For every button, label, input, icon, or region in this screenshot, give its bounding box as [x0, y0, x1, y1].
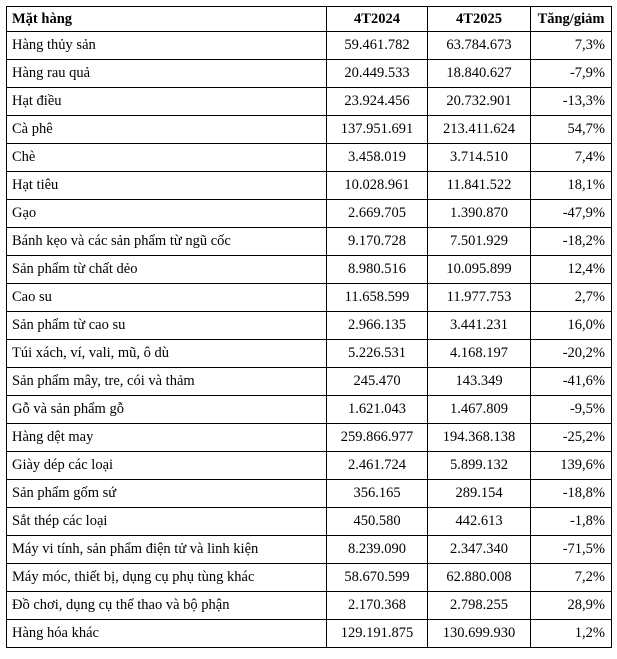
- table-row: [7, 228, 612, 256]
- table-row: [7, 536, 612, 564]
- cell-4t2025: 2.798.255: [428, 592, 531, 620]
- cell-change: -18,2%: [531, 228, 612, 256]
- cell-item: Cao su: [7, 284, 327, 312]
- cell-4t2024: 59.461.782: [327, 32, 428, 60]
- table-row: [7, 480, 612, 508]
- cell-4t2024: 2.966.135: [327, 312, 428, 340]
- table-row: [7, 368, 612, 396]
- table-row: [7, 396, 612, 424]
- cell-change: 1,2%: [531, 620, 612, 648]
- cell-4t2024: 9.170.728: [327, 228, 428, 256]
- cell-4t2025: 3.714.510: [428, 144, 531, 172]
- header-item: Mặt hàng: [7, 7, 327, 32]
- cell-4t2025: 442.613: [428, 508, 531, 536]
- table-row: [7, 452, 612, 480]
- cell-4t2025: 18.840.627: [428, 60, 531, 88]
- cell-item: Đồ chơi, dụng cụ thể thao và bộ phận: [7, 592, 327, 620]
- cell-4t2025: 130.699.930: [428, 620, 531, 648]
- cell-4t2025: 62.880.008: [428, 564, 531, 592]
- cell-4t2024: 245.470: [327, 368, 428, 396]
- cell-item: Hạt điều: [7, 88, 327, 116]
- cell-item: Gạo: [7, 200, 327, 228]
- cell-4t2024: 8.980.516: [327, 256, 428, 284]
- cell-4t2025: 5.899.132: [428, 452, 531, 480]
- cell-4t2025: 194.368.138: [428, 424, 531, 452]
- table-row: [7, 424, 612, 452]
- cell-4t2025: 1.390.870: [428, 200, 531, 228]
- cell-4t2025: 2.347.340: [428, 536, 531, 564]
- cell-change: -1,8%: [531, 508, 612, 536]
- header-4t2025: 4T2025: [428, 7, 531, 32]
- table-row: [7, 340, 612, 368]
- cell-4t2024: 3.458.019: [327, 144, 428, 172]
- table-row: [7, 200, 612, 228]
- cell-change: 12,4%: [531, 256, 612, 284]
- cell-4t2024: 8.239.090: [327, 536, 428, 564]
- cell-change: -18,8%: [531, 480, 612, 508]
- table-row: [7, 60, 612, 88]
- header-change: Tăng/giảm: [531, 7, 612, 32]
- cell-change: -71,5%: [531, 536, 612, 564]
- cell-change: 7,4%: [531, 144, 612, 172]
- cell-item: Sản phẩm mây, tre, cói và thảm: [7, 368, 327, 396]
- cell-item: Gỗ và sản phẩm gỗ: [7, 396, 327, 424]
- cell-item: Hàng thủy sản: [7, 32, 327, 60]
- cell-4t2024: 23.924.456: [327, 88, 428, 116]
- cell-4t2024: 137.951.691: [327, 116, 428, 144]
- cell-item: Hạt tiêu: [7, 172, 327, 200]
- cell-4t2025: 20.732.901: [428, 88, 531, 116]
- cell-4t2024: 20.449.533: [327, 60, 428, 88]
- cell-4t2025: 1.467.809: [428, 396, 531, 424]
- header-row: [7, 7, 612, 32]
- cell-4t2024: 2.669.705: [327, 200, 428, 228]
- cell-4t2025: 289.154: [428, 480, 531, 508]
- cell-change: -7,9%: [531, 60, 612, 88]
- cell-item: Sản phẩm gốm sứ: [7, 480, 327, 508]
- cell-4t2025: 3.441.231: [428, 312, 531, 340]
- cell-4t2024: 1.621.043: [327, 396, 428, 424]
- cell-change: -13,3%: [531, 88, 612, 116]
- table-row: [7, 312, 612, 340]
- table-row: [7, 172, 612, 200]
- cell-change: -20,2%: [531, 340, 612, 368]
- cell-4t2024: 450.580: [327, 508, 428, 536]
- cell-item: Sản phẩm từ chất dẻo: [7, 256, 327, 284]
- cell-4t2025: 10.095.899: [428, 256, 531, 284]
- cell-4t2024: 10.028.961: [327, 172, 428, 200]
- export-table: [6, 6, 612, 648]
- cell-item: Sản phẩm từ cao su: [7, 312, 327, 340]
- cell-4t2024: 58.670.599: [327, 564, 428, 592]
- cell-change: 16,0%: [531, 312, 612, 340]
- cell-change: 54,7%: [531, 116, 612, 144]
- cell-4t2024: 2.461.724: [327, 452, 428, 480]
- cell-change: 139,6%: [531, 452, 612, 480]
- cell-change: 28,9%: [531, 592, 612, 620]
- table-row: [7, 116, 612, 144]
- cell-item: Bánh kẹo và các sản phẩm từ ngũ cốc: [7, 228, 327, 256]
- cell-change: 2,7%: [531, 284, 612, 312]
- table-row: [7, 32, 612, 60]
- header-4t2024: 4T2024: [327, 7, 428, 32]
- table-row: [7, 592, 612, 620]
- table-row: [7, 564, 612, 592]
- cell-4t2025: 63.784.673: [428, 32, 531, 60]
- cell-4t2025: 213.411.624: [428, 116, 531, 144]
- cell-item: Hàng dệt may: [7, 424, 327, 452]
- table-row: [7, 256, 612, 284]
- cell-item: Máy móc, thiết bị, dụng cụ phụ tùng khác: [7, 564, 327, 592]
- cell-4t2024: 129.191.875: [327, 620, 428, 648]
- cell-4t2025: 11.977.753: [428, 284, 531, 312]
- cell-change: -9,5%: [531, 396, 612, 424]
- cell-item: Hàng rau quả: [7, 60, 327, 88]
- cell-4t2025: 4.168.197: [428, 340, 531, 368]
- cell-item: Chè: [7, 144, 327, 172]
- table-row: [7, 88, 612, 116]
- cell-change: -41,6%: [531, 368, 612, 396]
- cell-change: 7,2%: [531, 564, 612, 592]
- cell-item: Giày dép các loại: [7, 452, 327, 480]
- cell-change: 18,1%: [531, 172, 612, 200]
- cell-change: 7,3%: [531, 32, 612, 60]
- cell-4t2025: 143.349: [428, 368, 531, 396]
- table-row: [7, 284, 612, 312]
- table-body: [7, 32, 612, 648]
- cell-item: Cà phê: [7, 116, 327, 144]
- cell-item: Sắt thép các loại: [7, 508, 327, 536]
- table-row: [7, 144, 612, 172]
- table-row: [7, 508, 612, 536]
- cell-4t2024: 2.170.368: [327, 592, 428, 620]
- cell-4t2025: 7.501.929: [428, 228, 531, 256]
- cell-4t2024: 259.866.977: [327, 424, 428, 452]
- cell-4t2024: 356.165: [327, 480, 428, 508]
- cell-item: Hàng hóa khác: [7, 620, 327, 648]
- cell-change: -47,9%: [531, 200, 612, 228]
- cell-item: Máy vi tính, sản phẩm điện tử và linh kiện: [7, 536, 327, 564]
- cell-4t2024: 11.658.599: [327, 284, 428, 312]
- cell-change: -25,2%: [531, 424, 612, 452]
- cell-4t2025: 11.841.522: [428, 172, 531, 200]
- table-row: [7, 620, 612, 648]
- cell-item: Túi xách, ví, vali, mũ, ô dù: [7, 340, 327, 368]
- cell-4t2024: 5.226.531: [327, 340, 428, 368]
